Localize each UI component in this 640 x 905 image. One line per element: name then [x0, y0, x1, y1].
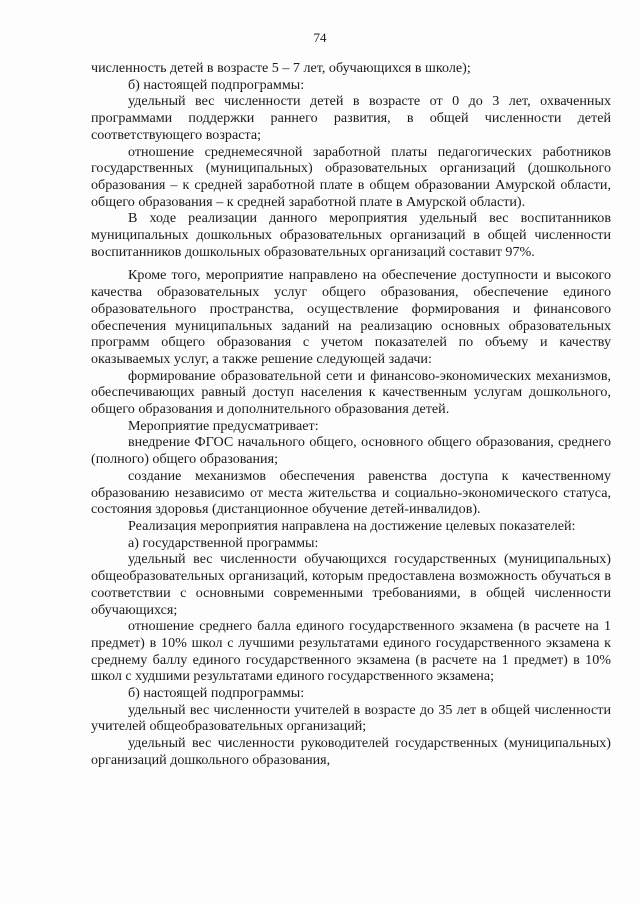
- document-body: [91, 60, 611, 769]
- paragraph: Мероприятие предусматривает:: [128, 417, 319, 434]
- paragraph: В ходе реализации данного мероприятия удельный вес воспитанников муниципальных дошкольных образовательных организаций в общей численности воспитанников дошкольных образовательных организаций составит 97%.: [91, 210, 611, 260]
- paragraph: создание механизмов обеспечения равенства доступа к качественному образованию независимо от места жительства и социально-экономического статуса, состояния здоровья (дистанционное обучение детей-инвалидов).: [91, 467, 611, 518]
- paragraph: отношение среднемесячной заработной платы педагогических работников государственных (муниципальных) образовательных организаций (дошкольного образования – к средней заработной плате в общем образовании Амурской области, общего образования – к средней заработной плате в Амурской области).: [91, 143, 611, 210]
- page-number: 74: [313, 30, 327, 45]
- paragraph: а) государственной программы:: [128, 534, 319, 551]
- paragraph: удельный вес численности учителей в возрасте до 35 лет в общей численности учителей общеобразовательных организаций;: [91, 701, 611, 735]
- paragraph: внедрение ФГОС начального общего, основного общего образования, среднего (полного) общего образования;: [91, 434, 611, 468]
- paragraph: удельный вес численности обучающихся государственных (муниципальных) общеобразовательных организаций, которым предоставлена возможность обучаться в соответствии с основными современными требованиями, в общей численности обучающихся;: [91, 551, 611, 618]
- paragraph: отношение среднего балла единого государственного экзамена (в расчете на 1 предмет) в 10% школ с лучшими результатами единого государственного экзамена к среднему баллу единого государственного экзамена (в расчете на 1 предмет) в 10% школ с худшими результатами единого государственного экзамена;: [91, 618, 611, 685]
- paragraph: численность детей в возрасте 5 – 7 лет, обучающихся в школе);: [91, 60, 471, 76]
- paragraph: формирование образовательной сети и финансово-экономических механизмов, обеспечивающих равный доступ населения к качественным услугам дошкольного, общего образования и дополнительного образования детей.: [91, 367, 611, 418]
- paragraph: Реализация мероприятия направлена на достижение целевых показателей:: [128, 517, 576, 534]
- paragraph: удельный вес численности руководителей государственных (муниципальных) организаций дошкольного образования,: [91, 735, 611, 768]
- paragraph: удельный вес численности детей в возрасте от 0 до 3 лет, охваченных программами поддержки раннего развития, в общей численности детей соответствующего возраста;: [91, 93, 611, 143]
- paragraph: б) настоящей подпрограммы:: [128, 685, 305, 702]
- paragraph: Кроме того, мероприятие направлено на обеспечение доступности и высокого качества образовательных услуг общего образования, обеспечение единого образовательного пространства, осуществление формирования и финансового обеспечения муниципальных заданий на реализацию основных образовательных программ общего образования с учетом показателей по объему и качеству оказываемых услуг, а также решение следующей задачи:: [91, 267, 611, 367]
- paragraph: б) настоящей подпрограммы:: [128, 76, 305, 93]
